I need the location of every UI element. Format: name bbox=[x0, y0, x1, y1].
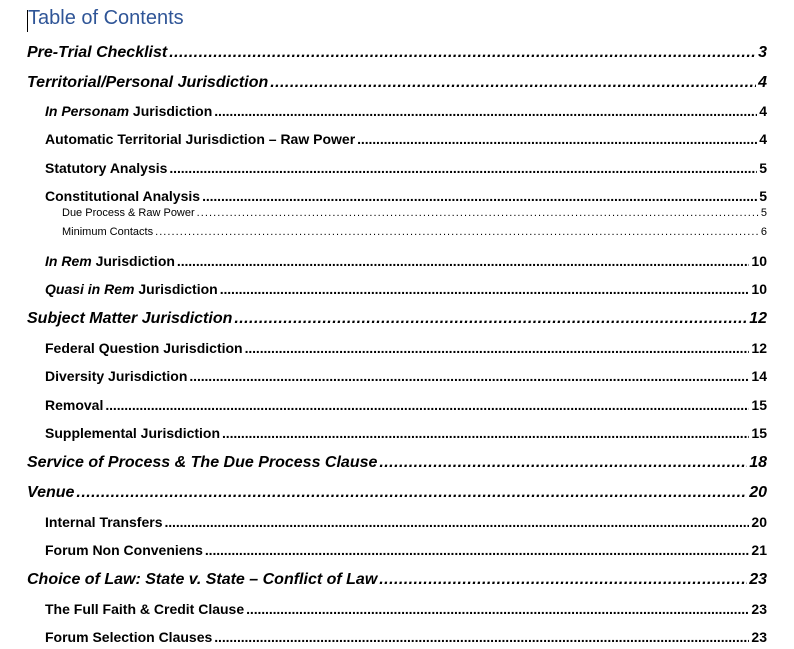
toc-entry-label: Supplemental Jurisdiction bbox=[45, 425, 221, 441]
toc-entry-constitutional-analysis[interactable] bbox=[45, 188, 767, 208]
toc-entry-label: Forum Selection Clauses bbox=[45, 629, 213, 645]
toc-dot-leader bbox=[220, 281, 750, 297]
toc-entry-label: Due Process & Raw Power bbox=[62, 207, 195, 219]
toc-entry-statutory-analysis[interactable] bbox=[45, 160, 767, 180]
toc-entry-label: Pre-Trial Checklist bbox=[27, 44, 168, 61]
toc-dot-leader bbox=[246, 601, 749, 617]
toc-entry-federal-question-jurisdiction[interactable] bbox=[45, 340, 767, 360]
toc-entry-subject-matter-jurisdiction[interactable] bbox=[27, 310, 767, 330]
toc-dot-leader bbox=[197, 207, 759, 219]
toc-entry-venue[interactable] bbox=[27, 484, 767, 504]
toc-page-number: 21 bbox=[751, 542, 767, 558]
toc-page-number: 12 bbox=[751, 340, 767, 356]
toc-entry-label: Statutory Analysis bbox=[45, 160, 168, 176]
toc-dot-leader bbox=[169, 160, 757, 176]
toc-title: Table of Contents bbox=[28, 7, 184, 29]
toc-dot-leader bbox=[270, 74, 756, 92]
toc-entry-label: Internal Transfers bbox=[45, 514, 163, 530]
toc-entry-label bbox=[45, 281, 218, 297]
toc-entry-label bbox=[45, 103, 212, 119]
toc-entry-label: Constitutional Analysis bbox=[45, 188, 201, 204]
toc-page-number: 5 bbox=[760, 207, 767, 219]
toc-entry-label: Territorial/Personal Jurisdiction bbox=[27, 74, 269, 91]
toc-entry-label: Service of Process & The Due Process Clause bbox=[27, 454, 378, 471]
toc-page-number: 18 bbox=[749, 454, 767, 471]
toc-dot-leader bbox=[234, 310, 747, 328]
toc-entry-label-italic: Quasi in Rem bbox=[45, 281, 135, 297]
toc-page-number: 10 bbox=[751, 253, 767, 269]
toc-dot-leader bbox=[357, 131, 757, 147]
toc-dot-leader bbox=[165, 514, 750, 530]
toc-page-number: 6 bbox=[760, 226, 767, 238]
toc-page-number: 14 bbox=[751, 368, 767, 384]
toc-entry-service-of-process[interactable] bbox=[27, 454, 767, 474]
toc-page-number: 15 bbox=[751, 397, 767, 413]
toc-entry-label: Diversity Jurisdiction bbox=[45, 368, 188, 384]
toc-entry-label-italic: In Rem bbox=[45, 253, 92, 269]
toc-page-number: 23 bbox=[751, 629, 767, 645]
toc-dot-leader bbox=[202, 188, 757, 204]
toc-entry-choice-of-law[interactable] bbox=[27, 571, 767, 591]
toc-page-number: 10 bbox=[751, 281, 767, 297]
toc-entry-label-rest: Jurisdiction bbox=[91, 253, 175, 269]
toc-entry-label: Choice of Law: State v. State – Conflict of Law bbox=[27, 571, 378, 588]
toc-entry-forum-non-conveniens[interactable] bbox=[45, 542, 767, 562]
toc-entry-label: The Full Faith & Credit Clause bbox=[45, 601, 245, 617]
toc-entry-label bbox=[45, 253, 175, 269]
toc-entry-full-faith-credit-clause[interactable] bbox=[45, 601, 767, 621]
toc-entry-in-rem-jurisdiction[interactable] bbox=[45, 253, 767, 273]
toc-dot-leader bbox=[169, 44, 756, 62]
toc-page-number: 12 bbox=[749, 310, 767, 327]
toc-entry-in-personam-jurisdiction[interactable] bbox=[45, 103, 767, 123]
toc-page-number: 20 bbox=[751, 514, 767, 530]
toc-dot-leader bbox=[379, 454, 747, 472]
toc-entry-automatic-territorial-jurisdiction[interactable] bbox=[45, 131, 767, 151]
toc-dot-leader bbox=[214, 629, 749, 645]
toc-page-number: 15 bbox=[751, 425, 767, 441]
toc-entry-removal[interactable] bbox=[45, 397, 767, 417]
toc-entry-label: Venue bbox=[27, 484, 75, 501]
toc-dot-leader bbox=[214, 103, 757, 119]
toc-entry-label: Subject Matter Jurisdiction bbox=[27, 310, 233, 327]
toc-entry-forum-selection-clauses[interactable] bbox=[45, 629, 767, 649]
toc-page-number: 23 bbox=[749, 571, 767, 588]
toc-entry-minimum-contacts[interactable] bbox=[62, 226, 767, 242]
toc-page-number: 3 bbox=[758, 44, 767, 61]
toc-entry-label: Federal Question Jurisdiction bbox=[45, 340, 243, 356]
toc-page-number: 5 bbox=[759, 160, 767, 176]
toc-entry-label-italic: In Personam bbox=[45, 103, 130, 119]
toc-entry-label: Automatic Territorial Jurisdiction – Raw Power bbox=[45, 131, 356, 147]
toc-page-number: 20 bbox=[749, 484, 767, 501]
toc-dot-leader bbox=[189, 368, 749, 384]
toc-dot-leader bbox=[205, 542, 750, 558]
toc-dot-leader bbox=[76, 484, 747, 502]
toc-dot-leader bbox=[379, 571, 747, 589]
toc-page-number: 5 bbox=[759, 188, 767, 204]
toc-entry-diversity-jurisdiction[interactable] bbox=[45, 368, 767, 388]
toc-entry-quasi-in-rem-jurisdiction[interactable] bbox=[45, 281, 767, 301]
toc-entry-label: Minimum Contacts bbox=[62, 226, 154, 238]
toc-entry-label: Forum Non Conveniens bbox=[45, 542, 203, 558]
toc-page-number: 4 bbox=[759, 131, 767, 147]
toc-page-number: 23 bbox=[751, 601, 767, 617]
toc-entry-label-rest: Jurisdiction bbox=[134, 281, 218, 297]
toc-dot-leader bbox=[105, 397, 749, 413]
toc-dot-leader bbox=[245, 340, 750, 356]
toc-page-number: 4 bbox=[759, 103, 767, 119]
toc-dot-leader bbox=[222, 425, 749, 441]
toc-entry-label: Removal bbox=[45, 397, 104, 413]
toc-dot-leader bbox=[155, 226, 759, 238]
toc-entry-label-rest: Jurisdiction bbox=[129, 103, 213, 119]
toc-entry-internal-transfers[interactable] bbox=[45, 514, 767, 534]
toc-entry-territorial-personal-jurisdiction[interactable] bbox=[27, 74, 767, 94]
toc-entry-pre-trial-checklist[interactable] bbox=[27, 44, 767, 64]
toc-entry-supplemental-jurisdiction[interactable] bbox=[45, 425, 767, 445]
toc-page-number: 4 bbox=[758, 74, 767, 91]
toc-dot-leader bbox=[177, 253, 750, 269]
toc-entry-due-process-raw-power[interactable] bbox=[62, 207, 767, 223]
